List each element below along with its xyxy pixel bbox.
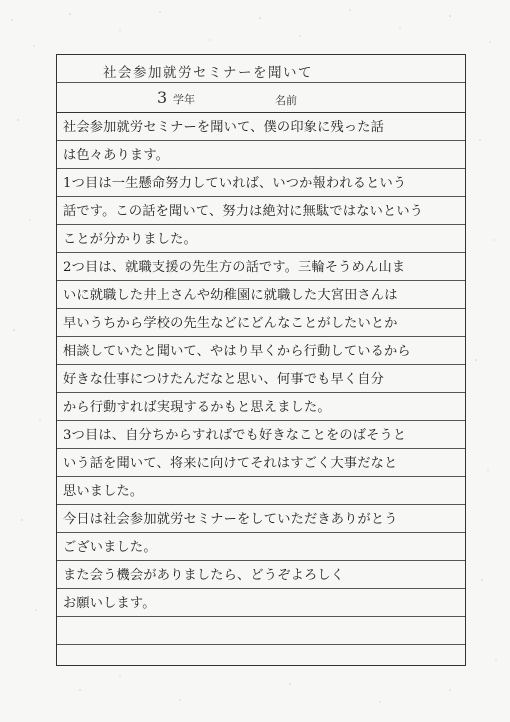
page-title: 社会参加就労セミナーを聞いて [103,65,313,81]
essay-line [57,505,465,533]
essay-line-text: 2つ目は、就職支援の先生方の話です。三輪そうめん山ま [63,260,406,275]
essay-line [57,449,465,477]
essay-line [57,533,465,561]
essay-line [57,477,465,505]
essay-line [57,393,465,421]
essay-line [57,169,465,197]
essay-line-text: から行動すれば実現するかもと思えました。 [63,400,331,415]
essay-line-text: 社会参加就労セミナーを聞いて、僕の印象に残った話 [63,120,385,135]
essay-line-text: ことが分かりました。 [63,232,197,247]
essay-line-text: 思いました。 [63,484,144,499]
essay-line-text: ございました。 [63,540,157,555]
essay-line [57,421,465,449]
grade-label: 学年 [173,93,195,106]
essay-line-text: いう話を聞いて、将来に向けてそれはすごく大事だなと [63,456,398,471]
essay-sheet [56,54,466,666]
name-label: 名前 [275,94,297,107]
essay-line-text: 1つ目は一生懸命努力していれば、いつか報われるという [63,176,407,191]
title-row [57,55,465,83]
meta-row [57,83,465,113]
essay-line [57,253,465,281]
essay-line-text: 3つ目は、自分ちからすればでも好きなことをのばそうと [63,428,407,443]
essay-line-text: 早いうちから学校の先生などにどんなことがしたいとか [63,316,398,331]
essay-line [57,113,465,141]
essay-line-text: 今日は社会参加就労セミナーをしていただきありがとう [63,512,398,527]
essay-line [57,365,465,393]
essay-line-text: は色々あります。 [63,148,170,163]
grade-value: 3 [157,88,168,107]
essay-line [57,281,465,309]
essay-line [57,561,465,589]
essay-line-text: いに就職した井上さんや幼稚園に就職した大宮田さんは [63,288,398,303]
essay-line [57,309,465,337]
essay-line-text: 話です。この話を聞いて、努力は絶対に無駄ではないという [63,204,424,219]
essay-line-text: 相談していたと聞いて、やはり早くから行動しているから [63,344,411,359]
essay-line-blank [57,617,465,645]
essay-line [57,589,465,617]
essay-line-text: お願いします。 [63,596,156,611]
essay-line-text: また会う機会がありましたら、どうぞよろしく [63,568,345,583]
essay-line [57,141,465,169]
essay-line-text: 好きな仕事につけたんだなと思い、何事でも早く自分 [63,372,385,387]
essay-line [57,225,465,253]
essay-line [57,337,465,365]
essay-line [57,197,465,225]
